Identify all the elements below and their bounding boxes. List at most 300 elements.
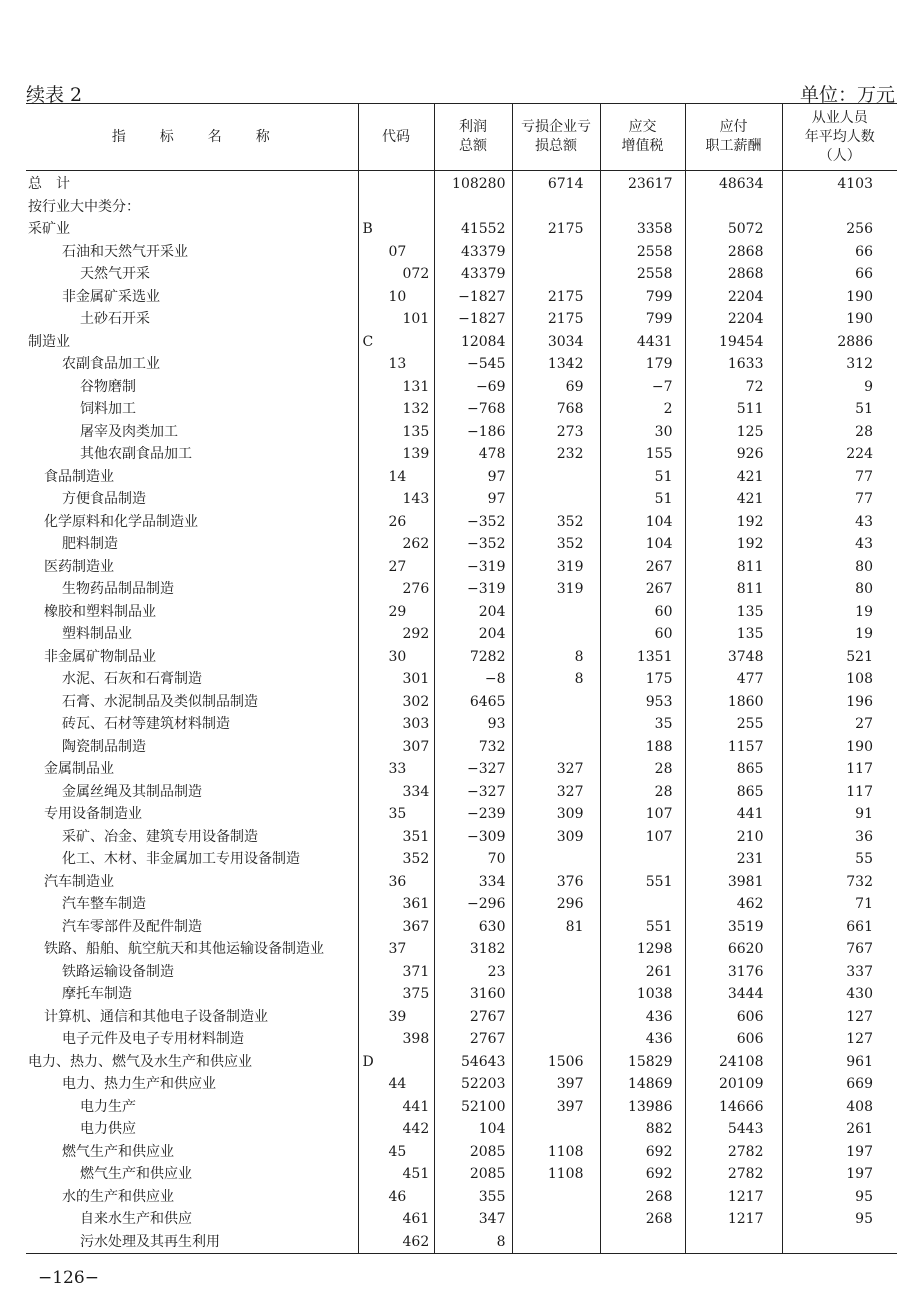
avg-employees-cell: 197 (782, 1141, 897, 1164)
table-row (26, 938, 897, 961)
total-profit-cell: 70 (434, 848, 512, 871)
table-row (26, 466, 897, 489)
code-cell: 10 (358, 286, 434, 309)
avg-employees-cell: 190 (782, 286, 897, 309)
payroll-payable-cell: 2782 (685, 1163, 782, 1186)
vat-payable-cell: 104 (600, 511, 685, 534)
avg-employees-cell: 19 (782, 601, 897, 624)
loss-total-cell: 8 (512, 646, 600, 669)
loss-total-cell (512, 196, 600, 219)
code-cell: 307 (358, 736, 434, 759)
code-cell: 45 (358, 1141, 434, 1164)
code-cell: 44 (358, 1073, 434, 1096)
avg-employees-cell: 521 (782, 646, 897, 669)
avg-employees-cell: 77 (782, 488, 897, 511)
payroll-payable-cell: 811 (685, 578, 782, 601)
vat-payable-cell: 1038 (600, 983, 685, 1006)
avg-employees-cell: 51 (782, 398, 897, 421)
avg-employees-cell: 190 (782, 308, 897, 331)
loss-total-cell: 296 (512, 893, 600, 916)
avg-employees-cell (782, 1231, 897, 1254)
indicator-name-cell: 专用设备制造业 (44, 806, 142, 822)
loss-total-cell (512, 623, 600, 646)
vat-payable-cell (600, 196, 685, 219)
avg-employees-cell: 95 (782, 1186, 897, 1209)
column-header-code: 代码 (358, 104, 434, 171)
payroll-payable-cell: 72 (685, 376, 782, 399)
code-cell: 132 (358, 398, 434, 421)
total-profit-cell: −239 (434, 803, 512, 826)
loss-total-cell (512, 1186, 600, 1209)
avg-employees-cell: 312 (782, 353, 897, 376)
table-row (26, 983, 897, 1006)
table-row (26, 1006, 897, 1029)
total-profit-cell: 6465 (434, 691, 512, 714)
avg-employees-cell: 337 (782, 961, 897, 984)
loss-total-cell (512, 1006, 600, 1029)
code-cell: 14 (358, 466, 434, 489)
indicator-name-cell: 方便食品制造 (62, 491, 146, 507)
code-cell (358, 196, 434, 219)
payroll-payable-cell: 6620 (685, 938, 782, 961)
total-profit-cell: −352 (434, 533, 512, 556)
avg-employees-cell: 190 (782, 736, 897, 759)
table-row (26, 848, 897, 871)
indicator-name-cell: 屠宰及肉类加工 (80, 423, 178, 440)
indicator-name-cell: 陶瓷制品制造 (62, 738, 146, 755)
payroll-payable-cell: 2868 (685, 263, 782, 286)
payroll-payable-cell: 210 (685, 826, 782, 849)
table-row (26, 556, 897, 579)
total-profit-cell: 12084 (434, 331, 512, 354)
indicator-name-cell: 其他农副食品加工 (80, 446, 192, 462)
table-row (26, 421, 897, 444)
code-cell: C (358, 331, 434, 354)
payroll-payable-cell: 231 (685, 848, 782, 871)
total-profit-cell: 97 (434, 466, 512, 489)
total-profit-cell: 478 (434, 443, 512, 466)
avg-employees-cell (782, 196, 897, 219)
payroll-payable-cell: 1217 (685, 1186, 782, 1209)
statistics-table (26, 103, 897, 1254)
loss-total-cell: 6714 (512, 171, 600, 196)
code-cell: 07 (358, 241, 434, 264)
vat-payable-cell: 551 (600, 916, 685, 939)
table-row (26, 916, 897, 939)
vat-payable-cell: 267 (600, 556, 685, 579)
total-profit-cell: 3182 (434, 938, 512, 961)
total-profit-cell: 204 (434, 601, 512, 624)
code-cell: 367 (358, 916, 434, 939)
loss-total-cell: 309 (512, 803, 600, 826)
vat-payable-cell: 14869 (600, 1073, 685, 1096)
vat-payable-cell: 51 (600, 466, 685, 489)
vat-payable-cell: 2558 (600, 263, 685, 286)
loss-total-cell: 2175 (512, 308, 600, 331)
loss-total-cell (512, 1208, 600, 1231)
avg-employees-cell: 28 (782, 421, 897, 444)
total-profit-cell: 97 (434, 488, 512, 511)
avg-employees-cell: 108 (782, 668, 897, 691)
avg-employees-cell: 91 (782, 803, 897, 826)
payroll-payable-cell: 3176 (685, 961, 782, 984)
table-row (26, 241, 897, 264)
code-cell: 398 (358, 1028, 434, 1051)
payroll-payable-cell: 3444 (685, 983, 782, 1006)
table-body (26, 171, 897, 1254)
code-cell: 37 (358, 938, 434, 961)
payroll-payable-cell: 19454 (685, 331, 782, 354)
loss-total-cell: 2175 (512, 218, 600, 241)
avg-employees-cell: 71 (782, 893, 897, 916)
indicator-name-cell: 电力、热力、燃气及水生产和供应业 (28, 1053, 252, 1070)
table-row (26, 511, 897, 534)
indicator-name-cell: 汽车零部件及配件制造 (62, 918, 202, 935)
table-row (26, 623, 897, 646)
indicator-name-cell: 自来水生产和供应 (80, 1211, 192, 1227)
payroll-payable-cell: 192 (685, 533, 782, 556)
avg-employees-cell: 95 (782, 1208, 897, 1231)
vat-payable-cell: 179 (600, 353, 685, 376)
table-row (26, 331, 897, 354)
table-row (26, 353, 897, 376)
payroll-payable-cell: 1157 (685, 736, 782, 759)
payroll-payable-cell: 865 (685, 758, 782, 781)
loss-total-cell: 327 (512, 781, 600, 804)
total-profit-cell: −1827 (434, 308, 512, 331)
indicator-name-cell: 电力生产 (80, 1098, 136, 1115)
code-cell: 301 (358, 668, 434, 691)
table-row (26, 533, 897, 556)
loss-total-cell (512, 601, 600, 624)
code-cell: 35 (358, 803, 434, 826)
table-header-row (26, 104, 897, 171)
total-profit-cell: 2767 (434, 1028, 512, 1051)
total-profit-cell: −296 (434, 893, 512, 916)
column-header-vat-payable: 应交 增值税 (600, 104, 685, 171)
payroll-payable-cell: 477 (685, 668, 782, 691)
vat-payable-cell (600, 1231, 685, 1254)
loss-total-cell (512, 938, 600, 961)
table-row (26, 961, 897, 984)
table-row (26, 578, 897, 601)
payroll-payable-cell: 5443 (685, 1118, 782, 1141)
payroll-payable-cell: 2204 (685, 286, 782, 309)
vat-payable-cell: −7 (600, 376, 685, 399)
vat-payable-cell: 30 (600, 421, 685, 444)
table-row (26, 713, 897, 736)
vat-payable-cell: 4431 (600, 331, 685, 354)
indicator-name-cell: 摩托车制造 (62, 986, 132, 1002)
code-cell: 462 (358, 1231, 434, 1254)
table-row (26, 893, 897, 916)
table-row (26, 286, 897, 309)
loss-total-cell (512, 1118, 600, 1141)
avg-employees-cell: 430 (782, 983, 897, 1006)
avg-employees-cell: 732 (782, 871, 897, 894)
avg-employees-cell: 27 (782, 713, 897, 736)
avg-employees-cell: 2886 (782, 331, 897, 354)
code-cell: 139 (358, 443, 434, 466)
loss-total-cell (512, 263, 600, 286)
payroll-payable-cell: 511 (685, 398, 782, 421)
payroll-payable-cell: 5072 (685, 218, 782, 241)
avg-employees-cell: 66 (782, 241, 897, 264)
payroll-payable-cell: 2782 (685, 1141, 782, 1164)
payroll-payable-cell: 2868 (685, 241, 782, 264)
code-cell: 26 (358, 511, 434, 534)
total-profit-cell: 54643 (434, 1051, 512, 1074)
payroll-payable-cell: 606 (685, 1028, 782, 1051)
table-row (26, 1208, 897, 1231)
payroll-payable-cell: 865 (685, 781, 782, 804)
total-profit-cell: 2085 (434, 1141, 512, 1164)
total-profit-cell: −319 (434, 578, 512, 601)
indicator-name-cell: 天然气开采 (80, 266, 150, 282)
code-cell (358, 171, 434, 196)
table-row (26, 871, 897, 894)
indicator-name-cell: 农副食品加工业 (62, 356, 160, 372)
total-profit-cell: 43379 (434, 241, 512, 264)
avg-employees-cell: 9 (782, 376, 897, 399)
total-profit-cell: 630 (434, 916, 512, 939)
total-profit-cell: −309 (434, 826, 512, 849)
avg-employees-cell: 669 (782, 1073, 897, 1096)
avg-employees-cell: 80 (782, 578, 897, 601)
table-row (26, 691, 897, 714)
total-profit-cell: 2085 (434, 1163, 512, 1186)
indicator-name-cell: 汽车整车制造 (62, 896, 146, 912)
loss-total-cell (512, 848, 600, 871)
indicator-name-cell: 食品制造业 (44, 468, 114, 485)
total-profit-cell: −327 (434, 781, 512, 804)
total-profit-cell: 355 (434, 1186, 512, 1209)
table-row (26, 488, 897, 511)
loss-total-cell: 397 (512, 1073, 600, 1096)
table-row (26, 646, 897, 669)
table-row (26, 601, 897, 624)
avg-employees-cell: 224 (782, 443, 897, 466)
payroll-payable-cell: 1860 (685, 691, 782, 714)
code-cell: 30 (358, 646, 434, 669)
indicator-name-cell: 水泥、石灰和石膏制造 (62, 671, 202, 687)
payroll-payable-cell: 3748 (685, 646, 782, 669)
vat-payable-cell: 35 (600, 713, 685, 736)
loss-total-cell: 768 (512, 398, 600, 421)
code-cell: D (358, 1051, 434, 1074)
loss-total-cell: 319 (512, 556, 600, 579)
code-cell: 371 (358, 961, 434, 984)
vat-payable-cell: 799 (600, 308, 685, 331)
loss-total-cell: 319 (512, 578, 600, 601)
code-cell: 36 (358, 871, 434, 894)
table-row (26, 443, 897, 466)
table-row (26, 1186, 897, 1209)
loss-total-cell: 1108 (512, 1163, 600, 1186)
vat-payable-cell: 28 (600, 781, 685, 804)
indicator-name-cell: 按行业大中类分： (28, 198, 140, 215)
avg-employees-cell: 43 (782, 511, 897, 534)
code-cell: 334 (358, 781, 434, 804)
payroll-payable-cell: 20109 (685, 1073, 782, 1096)
avg-employees-cell: 127 (782, 1028, 897, 1051)
page-number: −126− (38, 1268, 99, 1288)
payroll-payable-cell: 125 (685, 421, 782, 444)
total-profit-cell: −69 (434, 376, 512, 399)
payroll-payable-cell: 462 (685, 893, 782, 916)
avg-employees-cell: 36 (782, 826, 897, 849)
vat-payable-cell: 268 (600, 1186, 685, 1209)
code-cell: 262 (358, 533, 434, 556)
vat-payable-cell: 15829 (600, 1051, 685, 1074)
total-profit-cell: −327 (434, 758, 512, 781)
code-cell: 361 (358, 893, 434, 916)
vat-payable-cell: 2 (600, 398, 685, 421)
avg-employees-cell: 197 (782, 1163, 897, 1186)
column-header-avg-employees: 从业人员 年平均人数 （人） (782, 104, 897, 171)
total-profit-cell: 52100 (434, 1096, 512, 1119)
avg-employees-cell: 767 (782, 938, 897, 961)
table-row (26, 826, 897, 849)
payroll-payable-cell: 192 (685, 511, 782, 534)
vat-payable-cell: 953 (600, 691, 685, 714)
code-cell: 451 (358, 1163, 434, 1186)
vat-payable-cell: 60 (600, 623, 685, 646)
total-profit-cell: 204 (434, 623, 512, 646)
loss-total-cell: 1108 (512, 1141, 600, 1164)
payroll-payable-cell: 421 (685, 488, 782, 511)
vat-payable-cell: 799 (600, 286, 685, 309)
loss-total-cell (512, 713, 600, 736)
payroll-payable-cell: 14666 (685, 1096, 782, 1119)
loss-total-cell: 8 (512, 668, 600, 691)
loss-total-cell: 352 (512, 511, 600, 534)
code-cell: 302 (358, 691, 434, 714)
indicator-name-cell: 生物药品制品制造 (62, 581, 174, 597)
avg-employees-cell: 117 (782, 758, 897, 781)
avg-employees-cell: 77 (782, 466, 897, 489)
total-profit-cell: 8 (434, 1231, 512, 1254)
column-header-loss-total: 亏损企业亏 损总额 (512, 104, 600, 171)
code-cell: 303 (358, 713, 434, 736)
loss-total-cell: 232 (512, 443, 600, 466)
indicator-name-cell: 谷物磨制 (80, 378, 136, 395)
payroll-payable-cell: 1633 (685, 353, 782, 376)
vat-payable-cell: 692 (600, 1141, 685, 1164)
total-profit-cell: 732 (434, 736, 512, 759)
vat-payable-cell: 13986 (600, 1096, 685, 1119)
code-cell: 442 (358, 1118, 434, 1141)
vat-payable-cell: 268 (600, 1208, 685, 1231)
loss-total-cell (512, 1231, 600, 1254)
vat-payable-cell: 1298 (600, 938, 685, 961)
table-row (26, 398, 897, 421)
total-profit-cell: −352 (434, 511, 512, 534)
vat-payable-cell: 1351 (600, 646, 685, 669)
code-cell: 143 (358, 488, 434, 511)
loss-total-cell: 309 (512, 826, 600, 849)
indicator-name-cell: 采矿、冶金、建筑专用设备制造 (62, 828, 258, 845)
vat-payable-cell: 3358 (600, 218, 685, 241)
loss-total-cell (512, 961, 600, 984)
avg-employees-cell: 4103 (782, 171, 897, 196)
vat-payable-cell: 28 (600, 758, 685, 781)
payroll-payable-cell: 926 (685, 443, 782, 466)
vat-payable-cell: 267 (600, 578, 685, 601)
loss-total-cell (512, 736, 600, 759)
payroll-payable-cell: 441 (685, 803, 782, 826)
vat-payable-cell: 107 (600, 803, 685, 826)
payroll-payable-cell: 255 (685, 713, 782, 736)
code-cell: 27 (358, 556, 434, 579)
table-row (26, 1096, 897, 1119)
code-cell: 135 (358, 421, 434, 444)
total-profit-cell: 43379 (434, 263, 512, 286)
table-row (26, 1028, 897, 1051)
indicator-name-cell: 肥料制造 (62, 536, 118, 552)
code-cell: 13 (358, 353, 434, 376)
table-continuation-label: 续表 2 (26, 84, 83, 106)
column-header-total-profit: 利润 总额 (434, 104, 512, 171)
vat-payable-cell: 436 (600, 1028, 685, 1051)
indicator-name-cell: 化工、木材、非金属加工专用设备制造 (62, 851, 300, 867)
code-cell: B (358, 218, 434, 241)
avg-employees-cell: 80 (782, 556, 897, 579)
indicator-name-cell: 汽车制造业 (44, 873, 114, 890)
vat-payable-cell: 175 (600, 668, 685, 691)
vat-payable-cell: 155 (600, 443, 685, 466)
table-row (26, 736, 897, 759)
indicator-name-cell: 制造业 (28, 333, 70, 350)
indicator-name-cell: 非金属矿采选业 (62, 288, 160, 305)
table-row (26, 1231, 897, 1254)
table-row (26, 218, 897, 241)
loss-total-cell: 69 (512, 376, 600, 399)
code-cell: 29 (358, 601, 434, 624)
vat-payable-cell (600, 893, 685, 916)
indicator-name-cell: 电力、热力生产和供应业 (62, 1076, 216, 1092)
code-cell: 351 (358, 826, 434, 849)
indicator-name-cell: 计算机、通信和其他电子设备制造业 (44, 1008, 268, 1025)
total-profit-cell: 23 (434, 961, 512, 984)
loss-total-cell: 1342 (512, 353, 600, 376)
loss-total-cell: 327 (512, 758, 600, 781)
total-profit-cell: 52203 (434, 1073, 512, 1096)
table-row (26, 1073, 897, 1096)
column-header-payroll-payable: 应付 职工薪酬 (685, 104, 782, 171)
code-cell: 33 (358, 758, 434, 781)
total-profit-cell: −1827 (434, 286, 512, 309)
loss-total-cell (512, 691, 600, 714)
payroll-payable-cell: 24108 (685, 1051, 782, 1074)
total-profit-cell: 2767 (434, 1006, 512, 1029)
loss-total-cell: 2175 (512, 286, 600, 309)
code-cell: 131 (358, 376, 434, 399)
indicator-name-cell: 塑料制品业 (62, 626, 132, 642)
avg-employees-cell: 117 (782, 781, 897, 804)
table-row (26, 1051, 897, 1074)
indicator-name-cell: 电力供应 (80, 1121, 136, 1137)
indicator-name-cell: 采矿业 (28, 221, 70, 237)
vat-payable-cell: 882 (600, 1118, 685, 1141)
vat-payable-cell: 60 (600, 601, 685, 624)
code-cell: 101 (358, 308, 434, 331)
indicator-name-cell: 石油和天然气开采业 (62, 243, 188, 260)
avg-employees-cell: 127 (782, 1006, 897, 1029)
indicator-name-cell: 化学原料和化学品制造业 (44, 513, 198, 530)
loss-total-cell (512, 488, 600, 511)
table-row (26, 1141, 897, 1164)
